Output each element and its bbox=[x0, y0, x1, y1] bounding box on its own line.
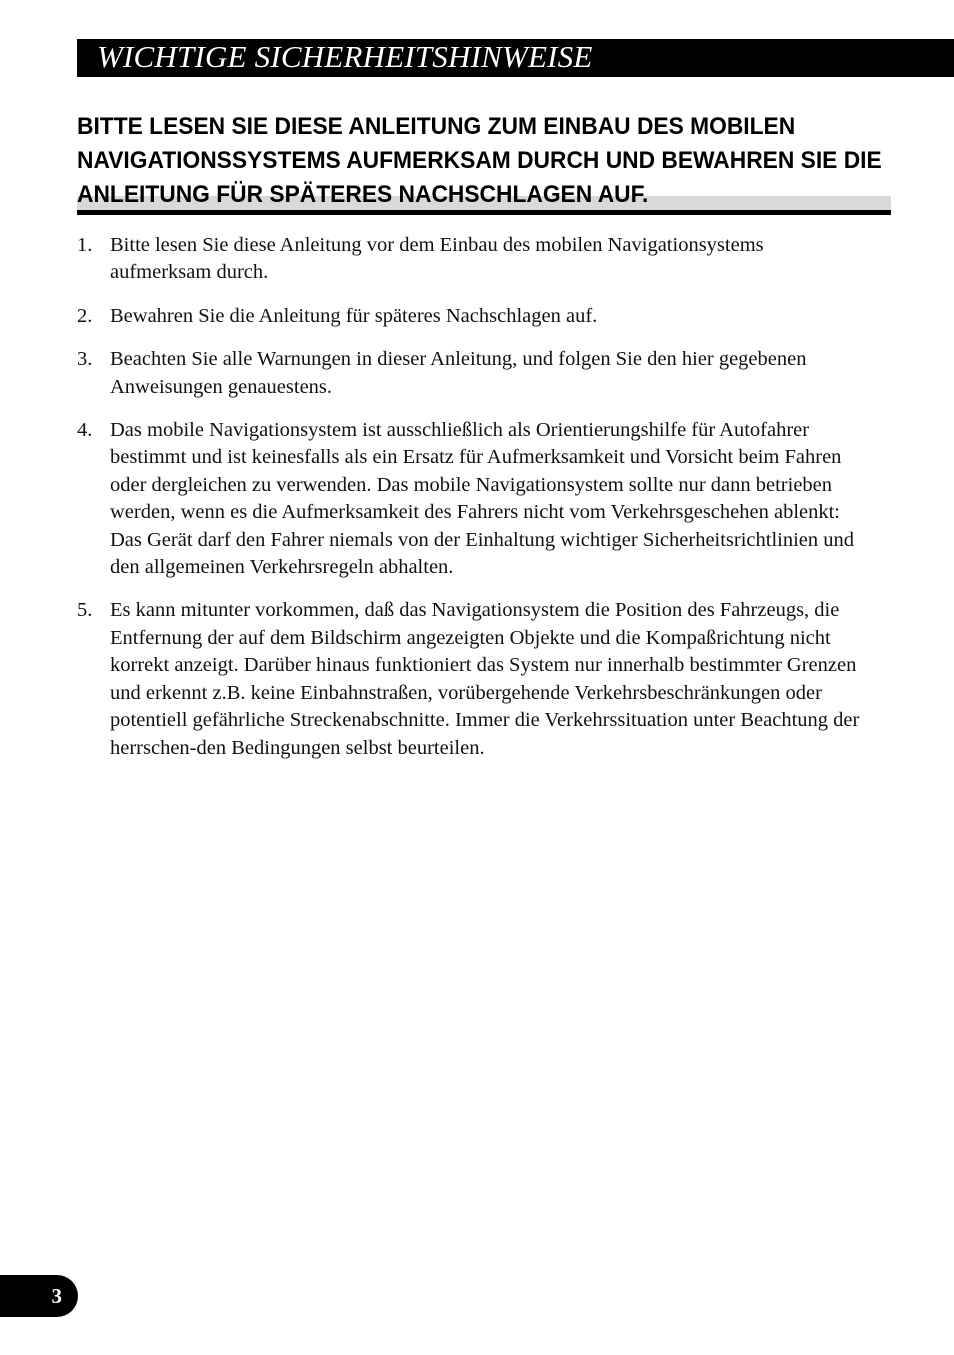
page-number-badge bbox=[0, 1275, 78, 1317]
item-text: Bewahren Sie die Anleitung für späteres Nachschlagen auf. bbox=[110, 304, 598, 327]
list-item bbox=[77, 346, 867, 401]
item-number: 3. bbox=[77, 348, 93, 371]
subheading: BITTE LESEN SIE DIESE ANLEITUNG ZUM EINBAU DES MOBILEN NAVIGATIONSSYSTEMS AUFMERKSAM DURCH UND BEWAHREN SIE DIE ANLEITUNG FÜR SPÄTERES NACHSCHLAGEN AUF. bbox=[77, 113, 882, 208]
safety-instructions-list bbox=[77, 232, 867, 778]
list-item bbox=[77, 597, 867, 761]
item-number: 2. bbox=[77, 304, 93, 327]
item-text: Bitte lesen Sie diese Anleitung vor dem Einbau des mobilen Navigationsystems aufmerksam durch. bbox=[110, 234, 764, 284]
list-item bbox=[77, 232, 867, 287]
item-number: 1. bbox=[77, 234, 93, 256]
item-number: 5. bbox=[77, 599, 93, 622]
page-number: 3 bbox=[51, 1284, 62, 1308]
list-item bbox=[77, 303, 867, 330]
section-title-bar bbox=[77, 39, 954, 77]
item-text: Beachten Sie alle Warnungen in dieser Anleitung, und folgen Sie den hier gegebenen Anweisungen genauestens. bbox=[110, 348, 807, 398]
item-number: 4. bbox=[77, 419, 93, 442]
section-title: WICHTIGE SICHERHEITSHINWEISE bbox=[97, 39, 593, 74]
subheading-block bbox=[77, 110, 891, 212]
list-item bbox=[77, 417, 867, 581]
item-text: Es kann mitunter vorkommen, daß das Navigationsystem die Position des Fahrzeugs, die Entfernung der auf dem Bildschirm angezeigten Objekte und die Kompaßrichtung nicht korrekt anzeigt. Darüber hinaus funktioniert das System nur innerhalb bestimmter Grenzen und erkennt z.B. keine Einbahnstraßen, vorübergehende Verkehrsbeschränkungen oder potentiell gefährliche Streckenabschnitte. Immer die Verkehrssituation unter Beachtung der herrschen-den Bedingungen selbst beurteilen. bbox=[110, 599, 860, 759]
item-text: Das mobile Navigationsystem ist ausschließlich als Orientierungshilfe für Autofahrer bestimmt und ist keinesfalls als ein Ersatz für Aufmerksamkeit und Vorsicht beim Fahren oder dergleichen zu verwenden. Das mobile Navigationsystem sollte nur dann betrieben werden, wenn es die Aufmerksamkeit des Fahrers nicht vom Verkehrsgeschehen ablenkt: Das Gerät darf den Fahrer niemals von der Einhaltung wichtiger Sicherheitsrichtlinien und den allgemeinen Verkehrsregeln abhalten. bbox=[110, 419, 855, 579]
